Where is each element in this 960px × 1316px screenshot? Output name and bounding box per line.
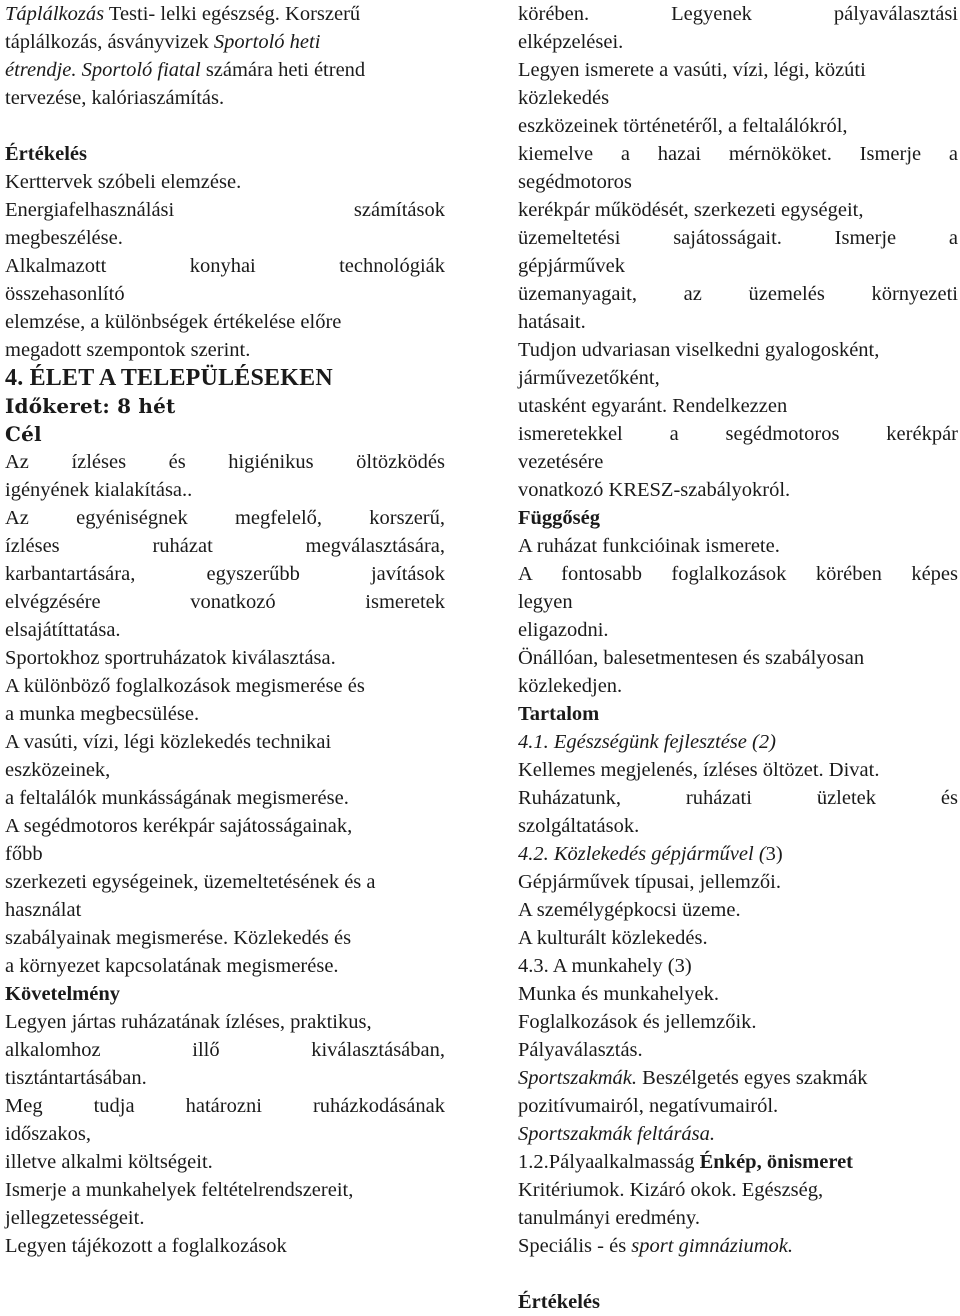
spacer xyxy=(5,112,445,140)
section-title: 4. ÉLET A TELEPÜLÉSEKEN xyxy=(5,365,333,391)
text-line: közlekedjen. xyxy=(518,675,623,697)
text-line: étrendje. Sportoló fiatal számára heti étrend xyxy=(5,59,366,81)
text-line: A segédmotoros kerékpár sajátosságainak, xyxy=(5,815,353,837)
text-line: Kritériumok. Kizáró okok. Egészség, xyxy=(518,1179,824,1201)
text-line: Sportokhoz sportruházatok kiválasztása. xyxy=(5,647,336,669)
text-line: üzemeltetési sajátosságait. Ismerje a xyxy=(518,227,958,249)
text-line: Legyen ismerete a vasúti, vízi, légi, közúti xyxy=(518,59,866,81)
text-line: szerkezeti egységeinek, üzemeltetésének és a xyxy=(5,871,376,893)
text-line: Legyen jártas ruházatának ízléses, praktikus, xyxy=(5,1011,372,1033)
text-line: elképzelései. xyxy=(518,31,624,53)
text-line: főbb xyxy=(5,843,43,865)
text-line: A különböző foglalkozások megismerése és xyxy=(5,675,365,697)
text-line: elemzése, a különbségek értékelése előre xyxy=(5,311,342,333)
bold-term: Énkép, önismeret xyxy=(699,1151,853,1173)
text-line: jellegzetességeit. xyxy=(5,1207,145,1229)
text-line: megbeszélése. xyxy=(5,227,123,249)
text-line: szabályainak megismerése. Közlekedés és xyxy=(5,927,352,949)
text-line: alkalomhoz illő kiválasztásában, xyxy=(5,1039,445,1061)
text-line: Energiafelhasználási számítások xyxy=(5,199,445,221)
text-line: Legyen tájékozott a foglalkozások xyxy=(5,1235,287,1257)
text-line: a munka megbecsülése. xyxy=(5,703,200,725)
italic-term: sport gimnáziumok. xyxy=(631,1235,794,1257)
text-line: körében. Legyenek pályaválasztási xyxy=(518,3,958,25)
text-line: hatásait. xyxy=(518,311,586,333)
heading-fuggoseg: Függőség xyxy=(518,507,600,529)
text-line: Tudjon udvariasan viselkedni gyalogosként, xyxy=(518,339,880,361)
text-line: üzemanyagait, az üzemelés környezeti xyxy=(518,283,958,305)
text-line: A kulturált közlekedés. xyxy=(518,927,708,949)
text-line: Gépjárművek típusai, jellemzői. xyxy=(518,871,782,893)
text-line: segédmotoros xyxy=(518,171,632,193)
text-line: gépjárművek xyxy=(518,255,626,277)
text-line: időszakos, xyxy=(5,1123,91,1145)
italic-term: 4.2. Közlekedés gépjárművel ( xyxy=(518,843,766,865)
heading-cel: Cél xyxy=(5,422,42,446)
text-line: vezetésére xyxy=(518,451,604,473)
text-line: Speciális - és sport gimnáziumok. xyxy=(518,1235,794,1257)
text-line: illetve alkalmi költségeit. xyxy=(5,1151,213,1173)
text-line: A fontosabb foglalkozások körében képes xyxy=(518,563,958,585)
left-column xyxy=(5,0,445,1260)
text-line: igényének kialakítása.. xyxy=(5,479,193,501)
text-line: közlekedés xyxy=(518,87,610,109)
text-line: Kerttervek szóbeli elemzése. xyxy=(5,171,242,193)
text-line: Önállóan, balesetmentesen és szabályosan xyxy=(518,647,865,669)
text-line: Sportszakmák feltárása. xyxy=(518,1123,716,1145)
heading-kovetelmeny: Követelmény xyxy=(5,983,120,1005)
text-line: Táplálkozás Testi- lelki egészség. Korszerű xyxy=(5,3,361,25)
italic-term: Táplálkozás xyxy=(5,3,105,25)
text-line: Sportszakmák. Beszélgetés egyes szakmák xyxy=(518,1067,868,1089)
text-line: kerékpár működését, szerkezeti egységeit, xyxy=(518,199,864,221)
heading-ertekeles-2: Értékelés xyxy=(518,1291,600,1313)
right-column xyxy=(518,0,958,1316)
italic-term: étrendje. Sportoló fiatal xyxy=(5,59,201,81)
subsection-title: 4.1. Egészségünk fejlesztése (2) xyxy=(518,731,776,753)
text-line: eszközeinek, xyxy=(5,759,111,781)
text-line: vonatkozó KRESZ-szabályokról. xyxy=(518,479,791,501)
text-line: karbantartására, egyszerűbb javítások xyxy=(5,563,445,585)
text-line: eszközeinek történetéről, a feltalálókról, xyxy=(518,115,848,137)
text-line: Az ízléses és higiénikus öltözködés xyxy=(5,451,445,473)
text-line: táplálkozás, ásványvizek Sportoló heti xyxy=(5,31,321,53)
text-line: legyen xyxy=(518,591,573,613)
text-line: használat xyxy=(5,899,82,921)
text-line: Az egyéniségnek megfelelő, korszerű, xyxy=(5,507,445,529)
text-line: Kellemes megjelenés, ízléses öltözet. Divat. xyxy=(518,759,880,781)
text-line: Meg tudja határozni ruházkodásának xyxy=(5,1095,445,1117)
text-line: 1.2.Pályaalkalmasság Énkép, önismeret xyxy=(518,1151,853,1173)
italic-term: Sportszakmák. xyxy=(518,1067,638,1089)
text-line: ismeretekkel a segédmotoros kerékpár xyxy=(518,423,958,445)
spacer xyxy=(518,1260,958,1288)
text-line: kiemelve a hazai mérnököket. Ismerje a xyxy=(518,143,958,165)
text-line: összehasonlító xyxy=(5,283,125,305)
text-line: szolgáltatások. xyxy=(518,815,640,837)
text-line: Foglalkozások és jellemzőik. xyxy=(518,1011,757,1033)
subsection-title: 4.3. A munkahely (3) xyxy=(518,955,692,977)
text-line: ízléses ruházat megválasztására, xyxy=(5,535,445,557)
text-line: A vasúti, vízi, légi közlekedés technikai xyxy=(5,731,332,753)
text-line: elvégzésére vonatkozó ismeretek xyxy=(5,591,445,613)
text-line: utasként egyaránt. Rendelkezzen xyxy=(518,395,788,417)
text-line: tisztántartásában. xyxy=(5,1067,147,1089)
text-line: megadott szempontok szerint. xyxy=(5,339,251,361)
text-line: pozitívumairól, negatívumairól. xyxy=(518,1095,779,1117)
text-line: A személygépkocsi üzeme. xyxy=(518,899,741,921)
text-line: a környezet kapcsolatának megismerése. xyxy=(5,955,339,977)
italic-term: Sportoló heti xyxy=(213,31,321,53)
text-line: Ismerje a munkahelyek feltételrendszereit, xyxy=(5,1179,354,1201)
text-line: tervezése, kalóriaszámítás. xyxy=(5,87,225,109)
text-line: Ruházatunk, ruházati üzletek és xyxy=(518,787,958,809)
subsection-title: 4.2. Közlekedés gépjárművel (3) xyxy=(518,843,783,865)
text-line: Alkalmazott konyhai technológiák xyxy=(5,255,445,277)
text-line: A ruházat funkcióinak ismerete. xyxy=(518,535,780,557)
text-line: Pályaválasztás. xyxy=(518,1039,643,1061)
text-line: a feltalálók munkásságának megismerése. xyxy=(5,787,349,809)
text-line: Munka és munkahelyek. xyxy=(518,983,719,1005)
text-line: járművezetőként, xyxy=(518,367,660,389)
text-line: elsajátíttatása. xyxy=(5,619,121,641)
heading-idokeret: Időkeret: 8 hét xyxy=(5,394,176,418)
heading-ertekeles: Értékelés xyxy=(5,143,87,165)
text-line: eligazodni. xyxy=(518,619,609,641)
text-line: tanulmányi eredmény. xyxy=(518,1207,700,1229)
heading-tartalom: Tartalom xyxy=(518,703,600,725)
